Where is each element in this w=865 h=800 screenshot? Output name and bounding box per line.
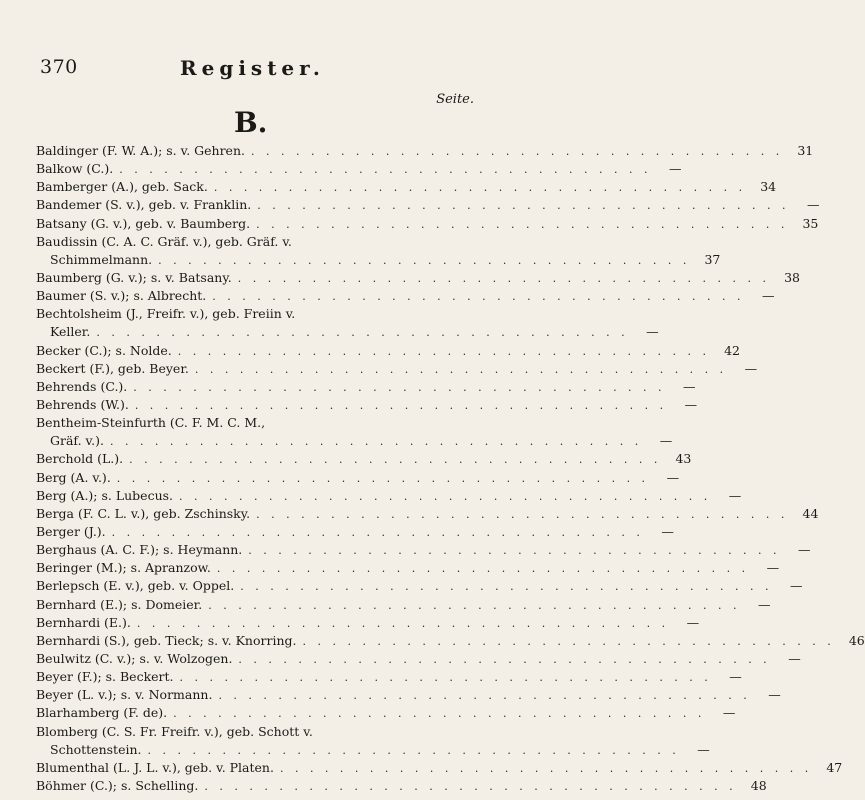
entry-page-ref: — [646,324,659,340]
page-number: 370 [40,56,78,78]
leader-dots: . . . . . . . . . . . . . . . . . . . . . . . . . . . . . . . . . . . . [177,344,710,358]
leader-dots: . . . . . . . . . . . . . . . . . . . . . . . . . . . . . . . . . . . . [136,616,670,630]
entry-line [36,469,680,487]
entry-page-ref: 48 [750,777,767,793]
leader-dots: . . . . . . . . . . . . . . . . . . . . . . . . . . . . . . . . . . . . [109,435,643,449]
leader-dots: . . . . . . . . . . . . . . . . . . . . . . . . . . . . . . . . . . . . [238,652,771,666]
leader-dots: . . . . . . . . . . . . . . . . . . . . . . . . . . . . . . . . . . . . [213,181,747,195]
leader-dots: . . . . . . . . . . . . . . . . . . . . . . . . . . . . . . . . . . . . [133,380,666,394]
entry-text: Baumer (S. v.); s. Albrecht. [36,288,207,304]
entry-line [36,686,781,704]
entry-line [36,777,767,795]
register-entry [36,233,721,269]
section-letter: B. [234,106,268,139]
register-entry [36,487,742,505]
entry-text: Beringer (M.); s. Apranzow. [36,560,211,576]
register-entry [36,215,819,233]
register-entry [36,378,696,396]
entry-page-ref: 37 [704,251,721,267]
entry-line [36,541,811,559]
running-title: Register. [180,56,325,80]
leader-dots: . . . . . . . . . . . . . . . . . . . . . . . . . . . . . . . . . . . . [256,507,789,521]
entry-page-ref: — [762,288,775,304]
entry-text: Beyer (L. v.); s. v. Normann. [36,687,213,703]
leader-dots: . . . . . . . . . . . . . . . . . . . . . . . . . . . . . . . . . . . . [116,471,650,485]
leader-dots: . . . . . . . . . . . . . . . . . . . . . . . . . . . . . . . . . . . . [248,544,781,558]
entry-text: Berger (J.). [36,523,106,539]
register-entry [36,559,780,577]
entry-line [36,178,777,196]
entry-text: Blumenthal (L. J. L. v.), geb. v. Platen. [36,759,274,775]
leader-dots: . . . . . . . . . . . . . . . . . . . . . . . . . . . . . . . . . . . . [212,290,745,304]
register-entry [36,759,843,777]
register-entry [36,450,692,468]
entry-text: Beyer (F.); s. Beckert. [36,669,174,685]
entry-page-ref: — [659,433,673,449]
entry-line [36,305,456,323]
entry-text: Bechtolsheim (J., Freifr. v.), geb. Freiin v. [36,306,296,322]
leader-dots: . . . . . . . . . . . . . . . . . . . . . . . . . . . . . . . . . . . . [147,743,680,757]
entry-page-ref: — [661,523,674,539]
entry-page-ref: — [807,197,820,213]
entry-line [36,723,456,741]
entry-page-ref: — [697,741,710,757]
leader-dots: . . . . . . . . . . . . . . . . . . . . . . . . . . . . . . . . . . . . [96,326,629,340]
entry-text: Berlepsch (E. v.), geb. v. Oppel. [36,578,235,594]
leader-dots: . . . . . . . . . . . . . . . . . . . . . . . . . . . . . . . . . . . . [237,271,770,285]
entry-text: Bernhardi (S.), geb. Tieck; s. v. Knorring. [36,632,297,648]
leader-dots: . . . . . . . . . . . . . . . . . . . . . . . . . . . . . . . . . . . . [257,199,790,213]
leader-dots: . . . . . . . . . . . . . . . . . . . . . . . . . . . . . . . . . . . . [129,453,662,467]
register-entry [36,469,680,487]
register-entry [36,632,865,650]
entry-page-ref: — [669,161,682,177]
entry-text: Becker (C.); s. Nolde. [36,342,172,358]
entry-text: Berg (A.); s. Lubecus. [36,487,174,503]
entry-text: Berga (F. C. L. v.), geb. Zschinsky. [36,505,251,521]
entry-line [36,577,803,595]
entry-page-ref: — [722,705,736,721]
entry-text: Beckert (F.), geb. Beyer. [36,360,189,376]
entry-continuation-line [36,741,710,759]
entry-line [36,559,780,577]
entry-text: Baudissin (C. A. C. Gräf. v.), geb. Gräf. v. [36,233,292,249]
register-entry [36,650,801,668]
entry-text: Schimmelmann. [50,251,153,267]
entry-page-ref: 38 [784,269,800,285]
entry-page-ref: 47 [826,759,843,775]
entry-text: Bernhardi (E.). [36,614,131,630]
entry-page-ref: 35 [802,215,819,231]
entry-page-ref: — [766,560,780,576]
entry-text: Berchold (L.). [36,451,124,467]
entry-page-ref: 43 [675,451,692,467]
leader-dots: . . . . . . . . . . . . . . . . . . . . . . . . . . . . . . . . . . . . [256,217,789,231]
register-entry [36,704,736,722]
register-entry [36,196,820,214]
entry-line [36,650,801,668]
entry-text: Bamberger (A.), geb. Sack. [36,179,208,195]
entry-line [36,487,742,505]
entry-text: Bandemer (S. v.), geb. v. Franklin. [36,197,252,213]
entry-line [36,759,843,777]
leader-dots: . . . . . . . . . . . . . . . . . . . . . . . . . . . . . . . . . . . . [119,163,652,177]
entry-page-ref: — [789,578,803,594]
register-entry [36,577,803,595]
leader-dots: . . . . . . . . . . . . . . . . . . . . . . . . . . . . . . . . . . . . [111,525,644,539]
entry-continuation-line [36,251,721,269]
entry-line [36,378,696,396]
leader-dots: . . . . . . . . . . . . . . . . . . . . . . . . . . . . . . . . . . . . [173,707,706,721]
entry-page-ref: — [683,378,696,394]
entry-text: Berg (A. v.). [36,469,111,485]
register-entry [36,596,771,614]
entry-line [36,196,820,214]
leader-dots: . . . . . . . . . . . . . . . . . . . . . . . . . . . . . . . . . . . . [194,362,728,376]
entry-page-ref: — [684,396,698,412]
register-entry [36,342,740,360]
entry-page-ref: — [758,596,771,612]
leader-dots: . . . . . . . . . . . . . . . . . . . . . . . . . . . . . . . . . . . . [218,689,751,703]
entry-line [36,632,865,650]
leader-dots: . . . . . . . . . . . . . . . . . . . . . . . . . . . . . . . . . . . . [216,562,750,576]
entry-line [36,450,692,468]
register-entry [36,360,758,378]
entry-page-ref: — [729,669,742,685]
entry-continuation-line [36,323,659,341]
leader-dots: . . . . . . . . . . . . . . . . . . . . . . . . . . . . . . . . . . . . [240,580,773,594]
page-column-label: Seite. [436,92,474,107]
entry-text: Behrends (C.). [36,378,128,394]
register-entry [36,305,659,341]
entry-line [36,215,819,233]
entry-text: Beulwitz (C. v.); s. v. Wolzogen. [36,650,233,666]
entry-text: Batsany (G. v.), geb. v. Baumberg. [36,215,251,231]
leader-dots: . . . . . . . . . . . . . . . . . . . . . . . . . . . . . . . . . . . . [208,598,741,612]
register-entry [36,668,742,686]
entry-line [36,614,700,632]
entry-text: Gräf. v.). [50,433,104,449]
entry-page-ref: 34 [760,179,777,195]
register-entry [36,269,800,287]
register-entry [36,396,698,414]
entry-page-ref: 44 [802,505,819,521]
entry-line [36,704,736,722]
entry-page-ref: — [744,360,758,376]
leader-dots: . . . . . . . . . . . . . . . . . . . . . . . . . . . . . . . . . . . . [134,398,668,412]
entry-continuation-line [36,432,673,450]
register-entry [36,142,814,160]
entry-page-ref: — [666,469,680,485]
entry-line [36,287,775,305]
leader-dots: . . . . . . . . . . . . . . . . . . . . . . . . . . . . . . . . . . . . [204,779,737,793]
leader-dots: . . . . . . . . . . . . . . . . . . . . . . . . . . . . . . . . . . . . [158,253,691,267]
entry-text: Baumberg (G. v.); s. v. Batsany. [36,269,232,285]
register-entries [36,142,865,795]
entry-line [36,668,742,686]
register-entry [36,541,811,559]
register-entry [36,178,777,196]
entry-line [36,233,456,251]
entry-text: Baldinger (F. W. A.); s. v. Gehren. [36,143,245,158]
register-entry [36,614,700,632]
entry-page-ref: — [798,542,811,558]
entry-page-ref: 46 [848,632,865,648]
entry-text: Behrends (W.). [36,396,129,412]
entry-line [36,523,674,541]
entry-page-ref: — [768,687,781,703]
register-entry [36,287,775,305]
register-entry [36,523,674,541]
entry-text: Blarhamberg (F. de). [36,705,168,721]
leader-dots: . . . . . . . . . . . . . . . . . . . . . . . . . . . . . . . . . . . . [250,145,784,158]
entry-page-ref: — [788,650,801,666]
entry-text: Bernhard (E.); s. Domeier. [36,596,203,612]
entry-text: Blomberg (C. S. Fr. Freifr. v.), geb. Schott v. [36,723,313,739]
entry-text: Böhmer (C.); s. Schelling. [36,777,199,793]
entry-text: Bentheim-Steinfurth (C. F. M. C. M., [36,415,266,431]
leader-dots: . . . . . . . . . . . . . . . . . . . . . . . . . . . . . . . . . . . . [302,634,835,648]
entry-page-ref: — [728,487,742,503]
register-entry [36,777,767,795]
entry-line [36,342,740,360]
leader-dots: . . . . . . . . . . . . . . . . . . . . . . . . . . . . . . . . . . . . [279,761,813,775]
leader-dots: . . . . . . . . . . . . . . . . . . . . . . . . . . . . . . . . . . . . [179,671,712,685]
register-entry [36,505,819,523]
register-entry [36,414,673,450]
entry-line [36,142,814,160]
entry-page-ref: 42 [724,342,740,358]
entry-text: Berghaus (A. C. F.); s. Heymann. [36,542,243,558]
register-entry [36,686,781,704]
entry-line [36,596,771,614]
entry-line [36,269,800,287]
entry-line [36,414,456,432]
entry-text: Schottenstein. [50,741,142,757]
entry-line [36,505,819,523]
leader-dots: . . . . . . . . . . . . . . . . . . . . . . . . . . . . . . . . . . . . [179,489,712,503]
register-entry [36,723,710,759]
entry-line [36,360,758,378]
entry-line [36,396,698,414]
entry-page-ref: 31 [797,143,814,158]
entry-line [36,160,682,178]
entry-text: Keller. [50,324,91,340]
register-entry [36,160,682,178]
entry-text: Balkow (C.). [36,161,114,177]
entry-page-ref: — [686,614,700,630]
